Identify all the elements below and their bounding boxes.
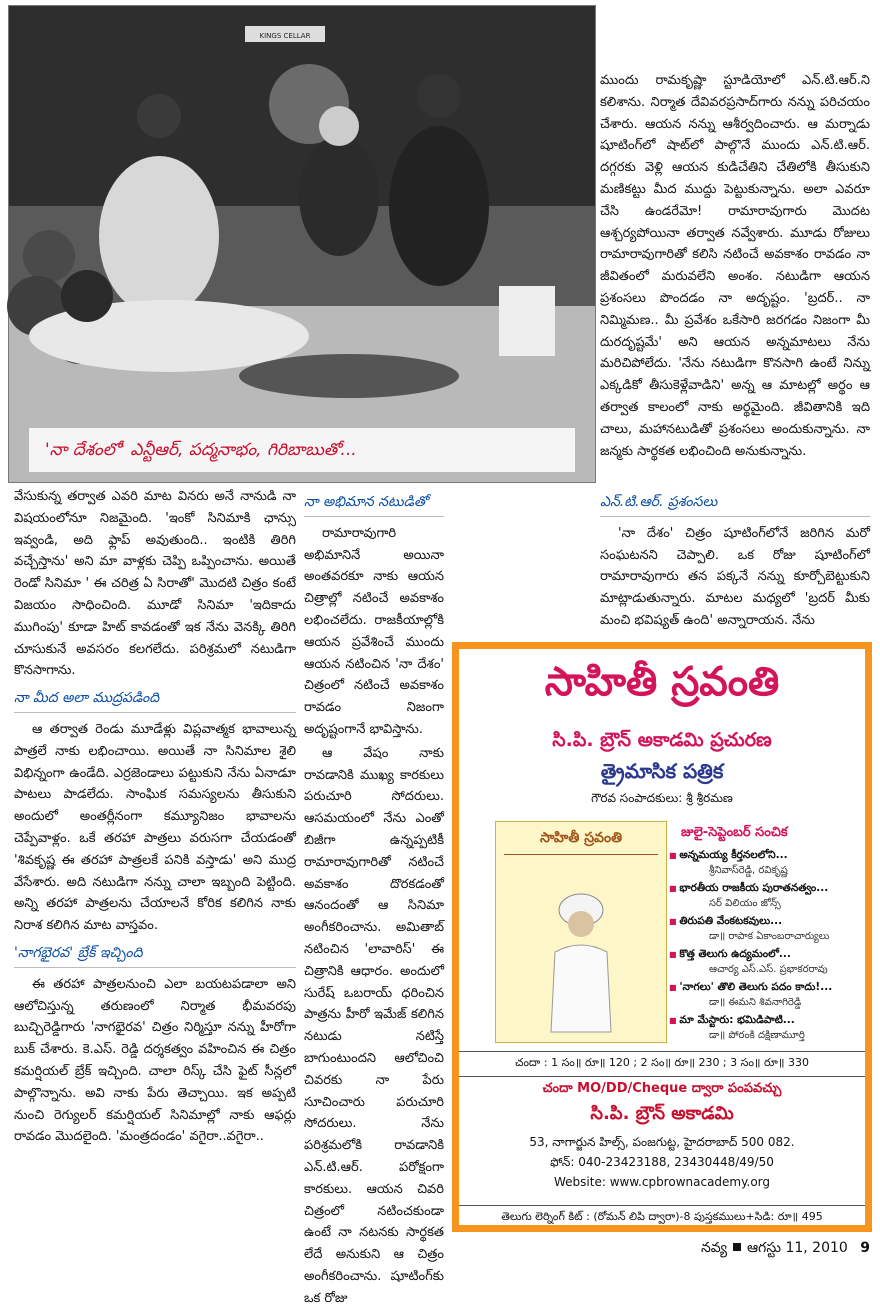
payment-info: చందా MO/DD/Cheque ద్వారా పంపవచ్చు: [542, 1081, 782, 1096]
phone-numbers: ఫోన్: 040-23423188, 23430448/49/50: [550, 1155, 774, 1169]
article-paragraph: 'నా దేశం' చిత్రం షూటింగ్‌లోనే జరిగిన మరో సంఘటనని చెప్పాలి. ఒక రోజు షూటింగ్‌లో రామారావుగారు తన పక్కనే నన్ను కూర్చోబెట్టుకుని మాట్లాడుతున్నారు. మాటల మధ్యలో 'బ్రదర్ మీకు మంచి భవిష్యత్ ఉంది' అన్నారాయన. నేను: [600, 525, 870, 628]
toc-item: [669, 948, 859, 977]
toc-item: [669, 849, 859, 878]
website-link[interactable]: Website: www.cpbrownacademy.org: [554, 1175, 770, 1189]
toc-title: ■ మా మేస్టారు: భమిడిపాటి...: [669, 1014, 859, 1029]
toc-author: ఆచార్య ఎస్.ఎస్. ప్రభాకరరావు: [709, 964, 828, 975]
article-column-middle: [304, 486, 444, 1306]
separator-square: [733, 1243, 741, 1251]
toc-author: డా॥ రాపాక ఏకాంబరాచార్యులు: [709, 931, 830, 942]
photo-caption: 'నా దేశంలో' ఎన్టీఆర్, పద్మనాభం, గిరిబాబుతో...: [29, 428, 575, 472]
toc-author: సర్ విలియం జోన్స్: [709, 898, 781, 909]
magazine-cover: [495, 821, 667, 1043]
bag: [499, 286, 555, 356]
portrait-illustration: [541, 882, 621, 1032]
article-column-right-top: [600, 70, 870, 500]
article-paragraph: ముందు రామకృష్ణా స్టూడియోలో ఎన్.టి.ఆర్.ని కలిశాను. నిర్మాత దేవివరప్రసాద్‌గారు నన్ను పరిచయం చేశారు. ఆయన నన్ను ఆశీర్వదించారు. ఆ మర్నాడు షూటింగ్‌లో షాట్‌లో పాల్గొనే ముందు ఎన్.టి.ఆర్. దగ్గరకు వెళ్లి ఆయన కుడిచేతిని చేతిలోకి తీసుకుని మణికట్టు మీద ముద్దు పెట్టుకున్నాను. అలా ఎవరూ చేసి ఉండరేమో! రామారావుగారు మొదట ఆశ్చర్యపోయినా తర్వాత నవ్వేశారు. మూడు రోజులు రామారావుగారితో కలిసి నటించే అవకాశం రావడం నా జీవితంలో మరువలేని అంశం. నటుడిగా ఆయన ప్రశంసలు పొందడం నా అదృష్టం. 'బ్రదర్.. నా నిమ్మిమణ.. మీ ప్రవేశం ఒకేసారి జరగడం నిజంగా మీ దురదృష్టమే' అని ఆయన అన్నమాటలు నేను మరిచిపోలేదు. 'నేను నటుడిగా కొనసాగి ఉంటే నిన్ను ఎక్కడికో తీసుకెళ్లేవాడిని' అన్న ఆ మాటల్లో అర్థం ఆ తర్వాత కాలంలో నాకు అర్థమైంది. జీవితానికి ఇది చాలు, మహానటుడితో ప్రశంసలు అందుకున్నాను. నా జన్మకు సార్థకత లభించింది అనుకున్నాను.: [600, 73, 870, 459]
sign-text: KINGS CELLAR: [259, 32, 311, 40]
toc-item: [669, 882, 859, 911]
page-footer: [701, 1240, 870, 1259]
toc-author: డా॥ పోరంకి దక్షిణామూర్తి: [709, 1030, 805, 1041]
section-heading: ఎన్.టి.ఆర్. ప్రశంసలు: [600, 492, 870, 517]
publication-name: నవ్య: [700, 1240, 727, 1256]
issue-title: జులై-సెప్టెంబర్ సంచిక: [681, 825, 788, 840]
toc-title: ■ తిరుపతి వేంకటకవులు...: [669, 915, 859, 930]
page-number: 9: [860, 1240, 870, 1256]
film-still-illustration: [9, 6, 595, 482]
section-heading: నా మీద అలా ముద్రపడింది: [14, 688, 296, 713]
toc-title: ■ భారతీయ రాజకీయ పురాతనత్వం...: [669, 882, 859, 897]
figure-center: [299, 136, 379, 256]
issue-date: ఆగస్టు 11, 2010: [746, 1240, 848, 1256]
figure-right: [389, 126, 489, 286]
advertisement: [452, 642, 872, 1232]
article-paragraph: రామారావుగారి అభిమానినే అయినా అంతవరకూ నాకు ఆయన చిత్రాల్లో నటించే అవకాశం లభించలేదు. రాజకీయాల్లోకి ఆయన ప్రవేశించే ముందు ఆయన నటించిన 'నా దేశం' చిత్రంలో నటించే అవకాశం రావడం నిజంగా అదృష్టంగానే భావిస్తాను.: [304, 525, 444, 737]
toc-title: ■ 'నాగలు' తొలి తెలుగు పదం కాదు!...: [669, 981, 859, 996]
learning-kit-offer: తెలుగు లెర్నింగ్ కిట్ : (రోమన్ లిపి ద్వారా)-8 పుస్తకములు+సిడి: రూ॥ 495: [459, 1205, 865, 1226]
academy-name: సి.పి. బ్రౌన్ అకాడమి: [590, 1103, 734, 1124]
subscription-rates: చందా : 1 సం॥ రూ॥ 120 ; 2 సం॥ రూ॥ 230 ; 3 సం॥ రూ॥ 330: [459, 1051, 865, 1077]
figure-standing-left: [99, 156, 219, 316]
figure-lying-right: [239, 354, 459, 398]
ad-periodicity: త్రైమాసిక పత్రిక: [600, 759, 724, 783]
toc-item: [669, 981, 859, 1010]
divider: [504, 854, 658, 855]
toc-title: ■ అన్నమయ్య కీర్తనలలోని...: [669, 849, 859, 864]
article-paragraph: ఈ తరహా పాత్రలనుంచి ఎలా బయటపడాలా అని ఆలోచిస్తున్న తరుణంలో నిర్మాత భీమవరపు బుచ్చిరెడ్డిగారు 'నాగభైరవ' చిత్రం నిర్మిస్తూ నన్ను హీరోగా బుక్ చేశారు. కె.ఎస్. రెడ్డి దర్శకత్వం వహించిన ఈ చిత్రం కమర్షియల్ బ్రేక్ ఇచ్చింది. చాలా రిస్క్ చేసి ఫైట్ సీన్లలో పాల్గొన్నాను. అవి నాకు పేరు తెచ్చాయి. ఇక అప్పటి నుంచి రెగ్యులర్ కమర్షియల్ సినిమాల్లో నాకు ఆఫర్లు రావడం మొదలైంది. 'మంత్రదండం' వగైరా..వగైరా..: [14, 976, 296, 1145]
section-heading: 'నాగభైరవ' బ్రేక్ ఇచ్చింది: [14, 943, 296, 968]
article-paragraph: ఆ వేషం నాకు రావడానికి ముఖ్య కారకులు పరుచూరి సోదరులు. ఆసమయంలో నేను ఎంతో బిజీగా ఉన్నప్పటికీ రామారావుగారితో నటించే అవకాశం దొరకడంతో ఆనందంతో ఆ సినిమా అంగీకరించాను. అమితాబ్ నటించిన 'లావారిస్' ఈ చిత్రానికి ఆధారం. అందులో సురేష్ ఒబరాయ్ ధరించిన పాత్రను హీరో ఇమేజ్ కలిగిన నటుడు నటిస్తే బాగుంటుందని ఆలోచించి చివరకు నా పేరు సూచించారు పరుచూరి సోదరులు. నేను పరిశ్రమలోకి రావడానికి ఎన్.టి.ఆర్. పరోక్షంగా కారకులు. ఆయన చివరి చిత్రంలో నటించకుండా ఉంటే నా నటనకు సార్థకత లేదే అనుకుని ఆ చిత్రం అంగీకరించాను. షూటింగ్‌కు ఒక రోజు: [304, 745, 444, 1306]
film-still-photo: [8, 5, 596, 483]
toc-title: ■ కొత్త తెలుగు ఉద్యమంలో...: [669, 948, 859, 963]
section-heading: నా అభిమాన నటుడితో: [304, 492, 444, 517]
article-paragraph: ఆ తర్వాత రెండు మూడేళ్లు విప్లవాత్మక భావాలున్న పాత్రలే నాకు లభించాయి. అయితే నా సినిమాల శైలి విభిన్నంగా ఉండేది. ఎర్రజెండాలు పట్టుకుని నేను ఏనాడూ పాటలు పాడలేదు. సాంఘిక సమస్యలను తీసుకుని అందులో అంతర్లీనంగా కమ్యూనిజం భావాలను చెప్పేవాళ్లం. ఒకే తరహా పాత్రలు వరుసగా చేయడంతో 'శివకృష్ణ ఈ తరహా పాత్రలకే పనికి వస్తాడు' అని ముద్ర వేసేశారు. అది నటుడిగా నన్ను చాలా ఇబ్బంది పెట్టింది. అన్ని తరహా పాత్రలను చేయాలనే కోరిక కలిగిన నాకు నిరాశ కలిగిన మాట వాస్తవం.: [14, 721, 296, 934]
ad-editor: గౌరవ సంపాదకులు: శ్రీ శ్రీరమణ: [591, 791, 733, 805]
toc-author: డా॥ ఈమని శివనాగిరెడ్డి: [709, 997, 802, 1008]
toc-author: శ్రీనివాస్‌రెడ్డి, రవికృష్ణ: [709, 865, 788, 876]
ad-publisher: సి.పి. బ్రౌన్ అకాడమి ప్రచురణ: [552, 729, 772, 751]
article-paragraph: వేసుకున్న తర్వాత ఎవరి మాట వినరు అనే నానుడి నా విషయంలోనూ నిజమైంది. 'ఇంకో సినిమాకి ఛాన్సు ఇవ్వండి, అది ఫ్లాప్ అవుతుంది.. ఇంటికి తిరిగి వచ్చేస్తాను' అని మా వాళ్లకు చెప్పి ఒప్పించాను. అయితే రెండో సినిమా ' ఈ చరిత్ర ఏ సిరాతో' మొదటి చిత్రం కంటే విజయం సాధించింది. మూడో సినిమా 'ఇదికాదు ముగింపు' కూడా హిట్ కావడంతో ఇక నేను వెనక్కి తిరిగి చూసుకునే అవసరం కలగలేదు. పరిశ్రమలో నటుడిగా కొనసాగాను.: [14, 489, 296, 679]
ad-title: సాహితీ స్రవంతి: [544, 659, 780, 705]
table-of-contents: [669, 849, 859, 1047]
toc-item: [669, 915, 859, 944]
toc-item: [669, 1014, 859, 1043]
article-column-left: [14, 486, 296, 1208]
magazine-cover-title: సాహితీ స్రవంతి: [539, 830, 623, 846]
article-column-right-bottom: [600, 486, 870, 628]
address: 53, నాగార్జున హిల్స్, పంజగుట్ట, హైదరాబాద్ 500 082.: [529, 1135, 795, 1149]
